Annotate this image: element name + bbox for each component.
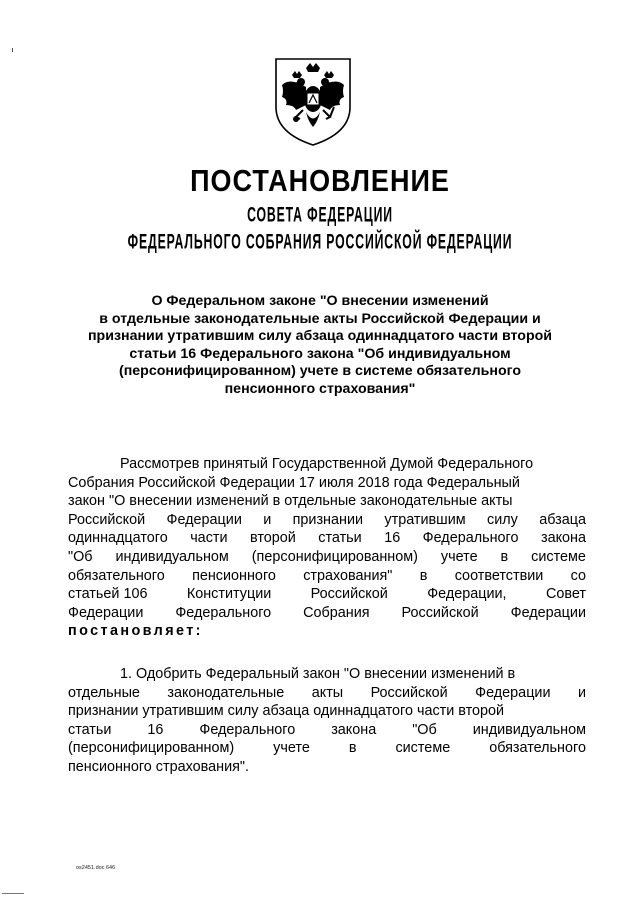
word: "Об: [68, 548, 93, 565]
text-line: [68, 455, 586, 474]
word: абзаца: [539, 511, 586, 528]
word: Российской: [310, 586, 388, 603]
subject-line: в отдельные законодательные акты Российской Федерации и: [99, 310, 541, 327]
word: 16: [147, 721, 164, 738]
document-title: ПОСТАНОВЛЕНИЕ: [190, 164, 450, 198]
text-line: [68, 529, 586, 548]
footer-rule: [2, 893, 24, 894]
word: страхования": [303, 567, 393, 584]
word: Федерации: [510, 604, 586, 621]
word: со: [570, 567, 586, 584]
word: Федерального: [199, 721, 296, 738]
word: в: [348, 740, 357, 757]
word: индивидуальном: [115, 548, 229, 565]
word: Федерации,: [427, 586, 507, 603]
word: "Об: [412, 721, 437, 738]
text-segment: пенсионного страхования".: [68, 758, 250, 775]
word: акты: [311, 684, 344, 701]
word: индивидуальном: [472, 721, 586, 738]
subject-line: (персонифицированном) учете в системе обязательного: [118, 363, 522, 380]
word: закона: [540, 530, 586, 547]
subject-line: признании утратившим силу абзаца одиннадцатого части второй: [87, 328, 553, 345]
word: обязательного: [489, 740, 586, 757]
text-line: [68, 665, 586, 684]
text-segment: Собрания Российской Федерации 17 июля 2018 года Федеральный: [68, 474, 520, 491]
text-line: [68, 585, 586, 604]
word: пенсионного: [192, 567, 276, 584]
word: Российской: [370, 684, 448, 701]
word: в: [419, 567, 428, 584]
document-subject: [40, 293, 600, 399]
subject-line: О Федеральном законе "О внесении изменений: [151, 293, 489, 309]
file-code: os2451.doc 646: [76, 865, 116, 871]
text-line: [68, 548, 586, 567]
word: статьи: [68, 721, 112, 738]
word: обязательного: [68, 567, 165, 584]
word: статьи: [318, 530, 362, 547]
word: утратившим: [384, 511, 466, 528]
word: Федерации: [166, 511, 242, 528]
text-line: [68, 702, 586, 721]
issuer-line-2: ФЕДЕРАЛЬНОГО СОБРАНИЯ РОССИЙСКОЙ ФЕДЕРАЦИИ: [127, 229, 513, 254]
word: и: [263, 511, 272, 528]
word: Федерации: [475, 684, 551, 701]
text-segment: Рассмотрев принятый Государственной Думой Федерального: [120, 456, 534, 472]
word: (персонифицированном): [251, 548, 418, 565]
text-line: [68, 511, 586, 530]
text-segment: признании утратившим силу абзаца одиннадцатого части второй: [68, 703, 505, 720]
text-line: [68, 739, 586, 758]
word: законодательные: [167, 684, 285, 701]
text-line: [68, 758, 586, 777]
word: Российской: [401, 604, 479, 621]
word: системе: [531, 548, 586, 565]
preamble-paragraph: [68, 455, 586, 641]
word: второй: [249, 530, 296, 547]
issuer-line-1: СОВЕТА ФЕДЕРАЦИИ: [247, 202, 393, 227]
word: учете: [440, 548, 478, 565]
word: 16: [384, 530, 401, 547]
word: части: [190, 530, 228, 547]
word: системе: [395, 740, 451, 757]
text-line: [68, 721, 586, 740]
margin-mark: [12, 48, 13, 52]
subject-line: пенсионного страхования": [224, 380, 416, 397]
word: и: [577, 684, 586, 701]
text-line: [68, 492, 586, 511]
word: Федерального: [175, 604, 272, 621]
word: закона: [331, 721, 377, 738]
item-1-paragraph: [68, 665, 586, 777]
text-line: [68, 622, 586, 641]
word: статьей 106: [68, 586, 148, 603]
word: Конституции: [186, 586, 272, 603]
word: Совет: [545, 586, 586, 603]
word: Федерального: [422, 530, 519, 547]
text-line: [68, 474, 586, 493]
text-line: [68, 567, 586, 586]
decree-word: постановляет:: [68, 623, 203, 640]
text-segment: 1. Одобрить Федеральный закон "О внесении изменений в: [120, 666, 516, 682]
word: отдельные: [68, 684, 140, 701]
word: одиннадцатого: [68, 530, 168, 547]
russian-coat-of-arms-icon: [270, 55, 356, 147]
word: соответствии: [454, 567, 544, 584]
text-segment: закон "О внесении изменений в отдельные законодательные акты: [68, 493, 513, 510]
subject-line: статьи 16 Федерального закона "Об индивидуальном: [129, 345, 511, 362]
word: Российской: [68, 511, 146, 528]
word: Федерации: [68, 604, 144, 621]
word: учете: [273, 740, 310, 757]
word: силу: [487, 511, 518, 528]
text-line: [68, 684, 586, 703]
word: в: [500, 548, 509, 565]
word: Собрания: [303, 604, 370, 621]
text-line: [68, 604, 586, 623]
word: (персонифицированном): [68, 740, 235, 757]
word: признании: [292, 511, 364, 528]
